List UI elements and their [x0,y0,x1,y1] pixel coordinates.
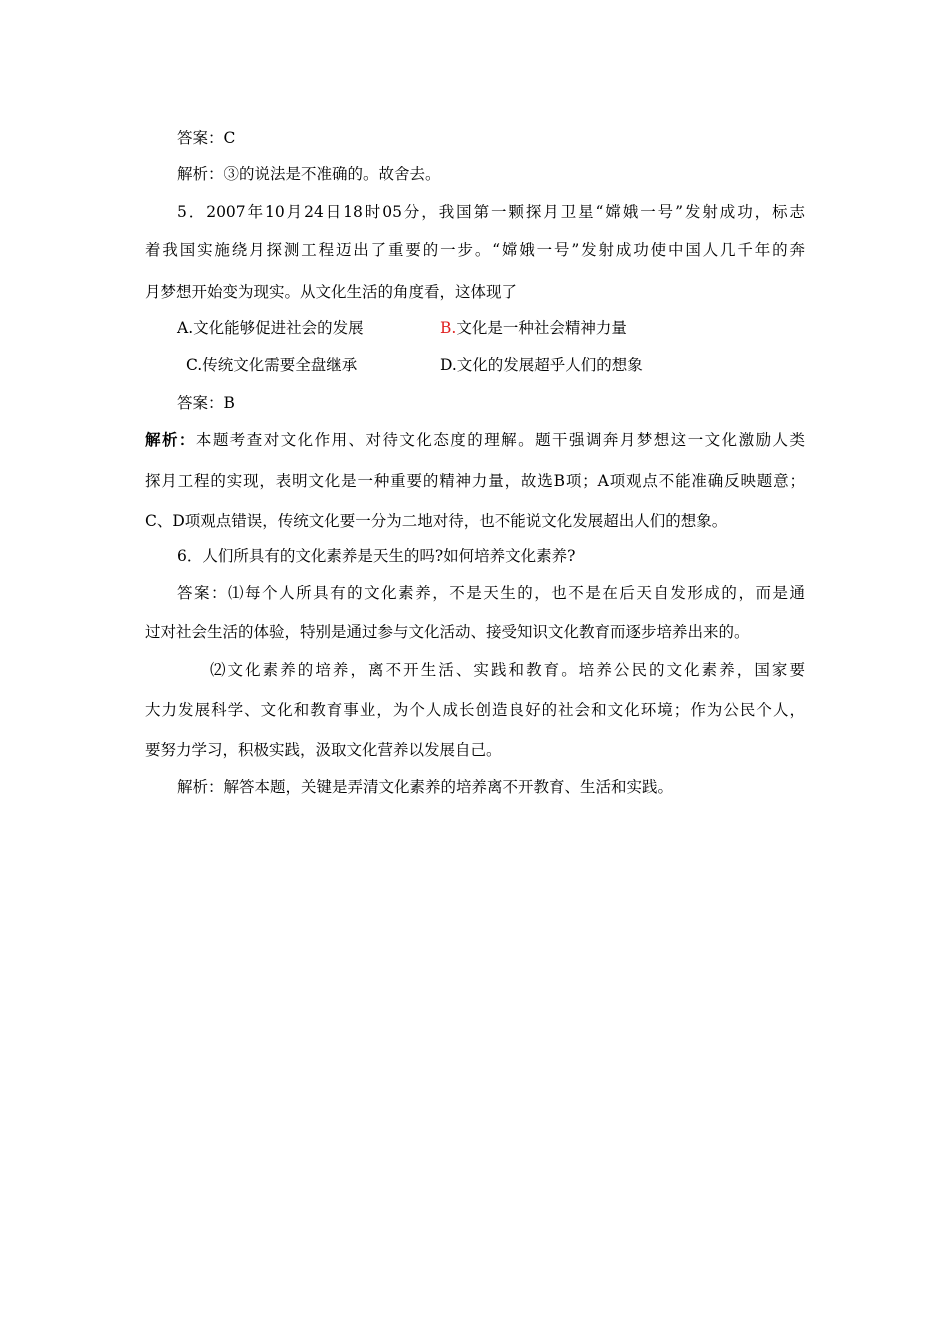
q6-answer-line-1: 答案：⑴每个人所具有的文化素养，不是天生的，也不是在后天自发形成的，而是通 [177,584,805,602]
q6-answer-line-3: ⑵文化素养的培养，离不开生活、实践和教育。培养公民的文化素养，国家要 [210,661,805,679]
q5-analysis-line-3: C、D项观点错误，传统文化要一分为二地对待，也不能说文化发展超出人们的想象。 [145,512,728,530]
q4-answer: 答案：C [177,129,236,147]
q6-answer-line-5: 要努力学习，积极实践，汲取文化营养以发展自己。 [145,741,502,759]
q6-stem: 6．人们所具有的文化素养是天生的吗?如何培养文化素养? [177,547,576,565]
q6-analysis: 解析：解答本题，关键是弄清文化素养的培养离不开教育、生活和实践。 [177,778,674,796]
q5-stem-line-2: 着我国实施绕月探测工程迈出了重要的一步。“嫦娥一号”发射成功使中国人几千年的奔 [145,241,805,259]
q5-stem-line-1: 5．2007年10月24日18时05分，我国第一颗探月卫星“嫦娥一号”发射成功，标志 [177,203,805,221]
q5-answer: 答案：B [177,394,235,412]
q6-answer-line-2: 过对社会生活的体验，特别是通过参与文化活动、接受知识文化教育而逐步培养出来的。 [145,623,750,641]
q5-analysis-line-1 [145,430,805,450]
q5-option-b [440,318,627,338]
q6-answer-line-4: 大力发展科学、文化和教育事业，为个人成长创造良好的社会和文化环境；作为公民个人， [145,701,805,719]
q5-option-a: A.文化能够促进社会的发展 [177,319,364,337]
q5-option-b-text: 文化是一种社会精神力量 [456,319,627,337]
q5-option-c: C.传统文化需要全盘继承 [186,356,358,374]
q5-option-b-letter: B. [440,319,457,337]
q5-analysis-line-2: 探月工程的实现，表明文化是一种重要的精神力量，故选B项；A项观点不能准确反映题意； [145,472,805,490]
q4-analysis: 解析：③的说法是不准确的。故舍去。 [177,165,441,183]
q5-analysis-text-1: 本题考查对文化作用、对待文化态度的理解。题干强调奔月梦想这一文化激励人类 [195,431,805,449]
q5-option-d: D.文化的发展超乎人们的想象 [440,356,643,374]
q5-analysis-label: 解析： [145,430,196,449]
q5-stem-line-3: 月梦想开始变为现实。从文化生活的角度看，这体现了 [145,283,518,301]
